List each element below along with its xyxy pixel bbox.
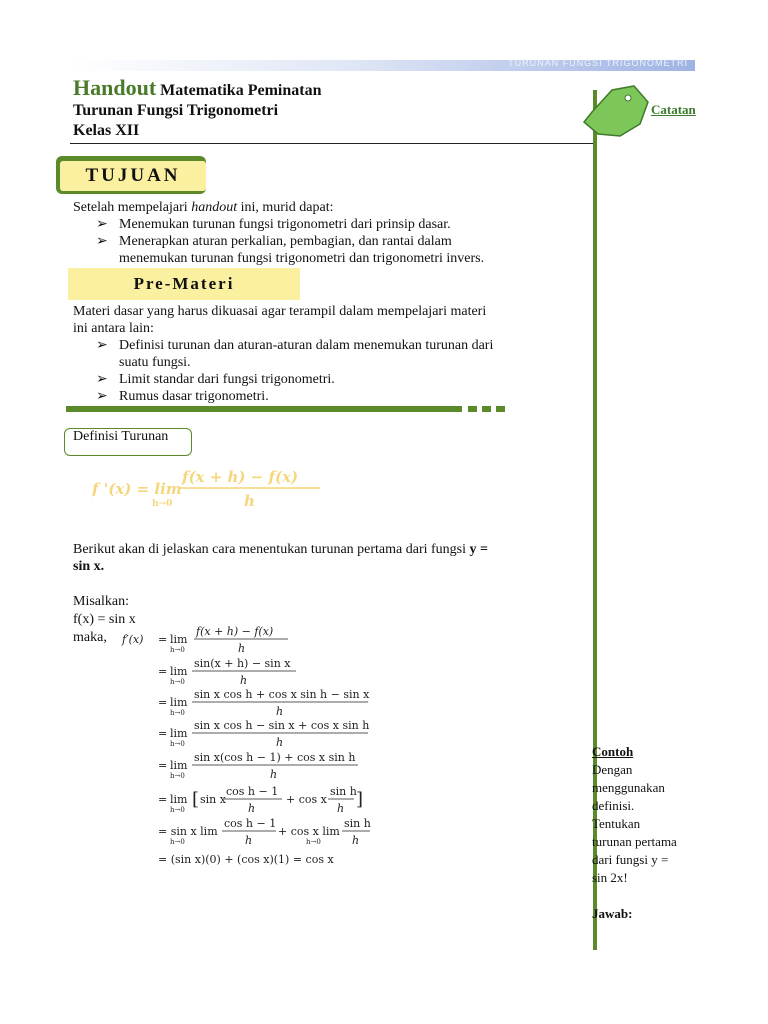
arrow-bullet-icon: ➢ [96, 217, 108, 232]
step6-denominator-2: h [337, 802, 345, 815]
prematery-bullet-1: Definisi turunan dan aturan-aturan dalam menemukan turunan dari [119, 338, 494, 353]
step7-numerator-1: cos h − 1 [224, 817, 277, 830]
tujuan-bullet-1: Menemukan turunan fungsi trigonometri dari prinsip dasar. [119, 217, 451, 232]
equals-sign: = [158, 759, 168, 772]
equals-sign: = [158, 665, 168, 678]
explanation-line-1 [73, 541, 543, 558]
tujuan-bullet-2-cont: menemukan turunan fungsi trigonometri dan trigonometri invers. [119, 251, 485, 266]
step7-start: = sin x lim [158, 825, 218, 838]
lim-sub: h→0 [170, 709, 185, 717]
grade-label: Kelas XII [73, 122, 140, 139]
prematery-bullet-3: Rumus dasar trigonometri. [119, 389, 269, 404]
equals-sign: = [158, 633, 168, 646]
step4-numerator: sin x cos h − sin x + cos x sin h [194, 719, 370, 732]
divider-square [468, 406, 477, 412]
prematery-heading: Pre-Materi [133, 274, 235, 293]
prematery-bullet-1-cont: suatu fungsi. [119, 355, 191, 370]
tujuan-heading-box [56, 156, 206, 194]
equals-sign: = [158, 793, 168, 806]
arrow-bullet-icon: ➢ [96, 372, 108, 387]
lim-sub: h→0 [170, 772, 185, 780]
derivation-lhs: f′(x) [122, 633, 144, 646]
step6-denominator-1: h [248, 802, 256, 815]
step1-denominator: h [238, 642, 246, 655]
step5-numerator: sin x(cos h − 1) + cos x sin h [194, 751, 356, 764]
sin-derivative-derivation [118, 620, 388, 870]
contoh-line: Tentukan [592, 816, 641, 831]
contoh-line: dari fungsi y = [592, 852, 669, 867]
tujuan-heading: TUJUAN [85, 165, 181, 186]
step2-numerator: sin(x + h) − sin x [194, 657, 291, 670]
header-running-title: TURUNAN FUNGSI TRIGONOMETRI [508, 58, 688, 68]
arrow-bullet-icon: ➢ [96, 234, 108, 249]
contoh-line: definisi. [592, 798, 635, 813]
divider-square [496, 406, 505, 412]
lim-sub: h→0 [170, 806, 185, 814]
definisi-turunan-label: Definisi Turunan [73, 429, 169, 444]
step4-denominator: h [276, 736, 284, 749]
derivative-definition-formula [92, 466, 352, 512]
contoh-line: sin 2x! [592, 870, 628, 885]
explanation-bold: y = [469, 542, 489, 557]
lim-label: lim [170, 696, 188, 709]
arrow-bullet-icon: ➢ [96, 389, 108, 404]
step6-sinx: sin x [200, 793, 226, 806]
jawab-label: Jawab: [592, 906, 633, 921]
explanation-text: Berikut akan di jelaskan cara menentukan turunan pertama dari fungsi [73, 542, 470, 557]
lim-label: lim [170, 665, 188, 678]
contoh-line: turunan pertama [592, 834, 677, 849]
tujuan-intro-post: ini, murid dapat: [237, 200, 334, 215]
left-bracket: [ [192, 789, 200, 810]
course-name: Matematika Peminatan [160, 82, 322, 99]
handout-label: Handout [73, 75, 157, 100]
formula-numerator: f(x + h) − f(x) [182, 468, 299, 486]
step6-numerator-1: cos h − 1 [226, 785, 279, 798]
misalkan-label: Misalkan: [73, 594, 129, 609]
lim-sub: h→0 [170, 740, 185, 748]
catatan-label: Catatan [651, 102, 696, 117]
tujuan-intro [73, 199, 334, 216]
step5-denominator: h [270, 768, 278, 781]
prematery-bullet-2: Limit standar dari fungsi trigonometri. [119, 372, 335, 387]
lim-sub: h→0 [170, 678, 185, 686]
section-divider-bar [66, 406, 462, 412]
lim-label: lim [170, 759, 188, 772]
step6-middle: + cos x [286, 793, 327, 806]
contoh-line: Dengan [592, 762, 633, 777]
step7-denominator-2: h [352, 834, 360, 847]
header-divider [70, 143, 597, 144]
contoh-title: Contoh [592, 744, 634, 759]
step6-numerator-2: sin h [330, 785, 357, 798]
explanation-line-2: sin x. [73, 559, 105, 574]
lim-sub: h→0 [306, 838, 321, 846]
lim-sub: h→0 [170, 838, 185, 846]
equals-sign: = [158, 727, 168, 740]
right-bracket: ] [356, 789, 364, 810]
step7-numerator-2: sin h [344, 817, 371, 830]
lim-label: lim [170, 727, 188, 740]
fx-definition: f(x) = sin x [73, 612, 136, 627]
contoh-line: menggunakan [592, 780, 665, 795]
topic-title: Turunan Fungsi Trigonometri [73, 102, 279, 119]
step7-denominator-1: h [245, 834, 253, 847]
lim-label: lim [170, 793, 188, 806]
formula-denominator: h [244, 492, 255, 510]
arrow-bullet-icon: ➢ [96, 338, 108, 353]
document-title [73, 75, 321, 101]
step2-denominator: h [240, 674, 248, 687]
step7-middle: + cos x lim [278, 825, 340, 838]
lim-label: lim [170, 633, 188, 646]
lim-sub: h→0 [170, 646, 185, 654]
step3-denominator: h [276, 705, 284, 718]
note-tag-icon [582, 82, 652, 140]
divider-square [482, 406, 491, 412]
prematery-intro-2: ini antara lain: [73, 321, 154, 336]
equals-sign: = [158, 696, 168, 709]
step1-numerator: f(x + h) − f(x) [196, 625, 274, 638]
tujuan-intro-pre: Setelah mempelajari [73, 200, 192, 215]
prematery-intro-1: Materi dasar yang harus dikuasai agar terampil dalam mempelajari materi [73, 304, 487, 319]
tujuan-bullet-2: Menerapkan aturan perkalian, pembagian, dan rantai dalam [119, 234, 452, 249]
step3-numerator: sin x cos h + cos x sin h − sin x [194, 688, 370, 701]
step8-result: = (sin x)(0) + (cos x)(1) = cos x [158, 853, 334, 866]
tujuan-intro-em: handout [191, 200, 238, 215]
formula-lhs: f '(x) = lim [92, 480, 182, 498]
maka-label: maka, [73, 630, 107, 645]
formula-sub: h→0 [152, 499, 173, 509]
